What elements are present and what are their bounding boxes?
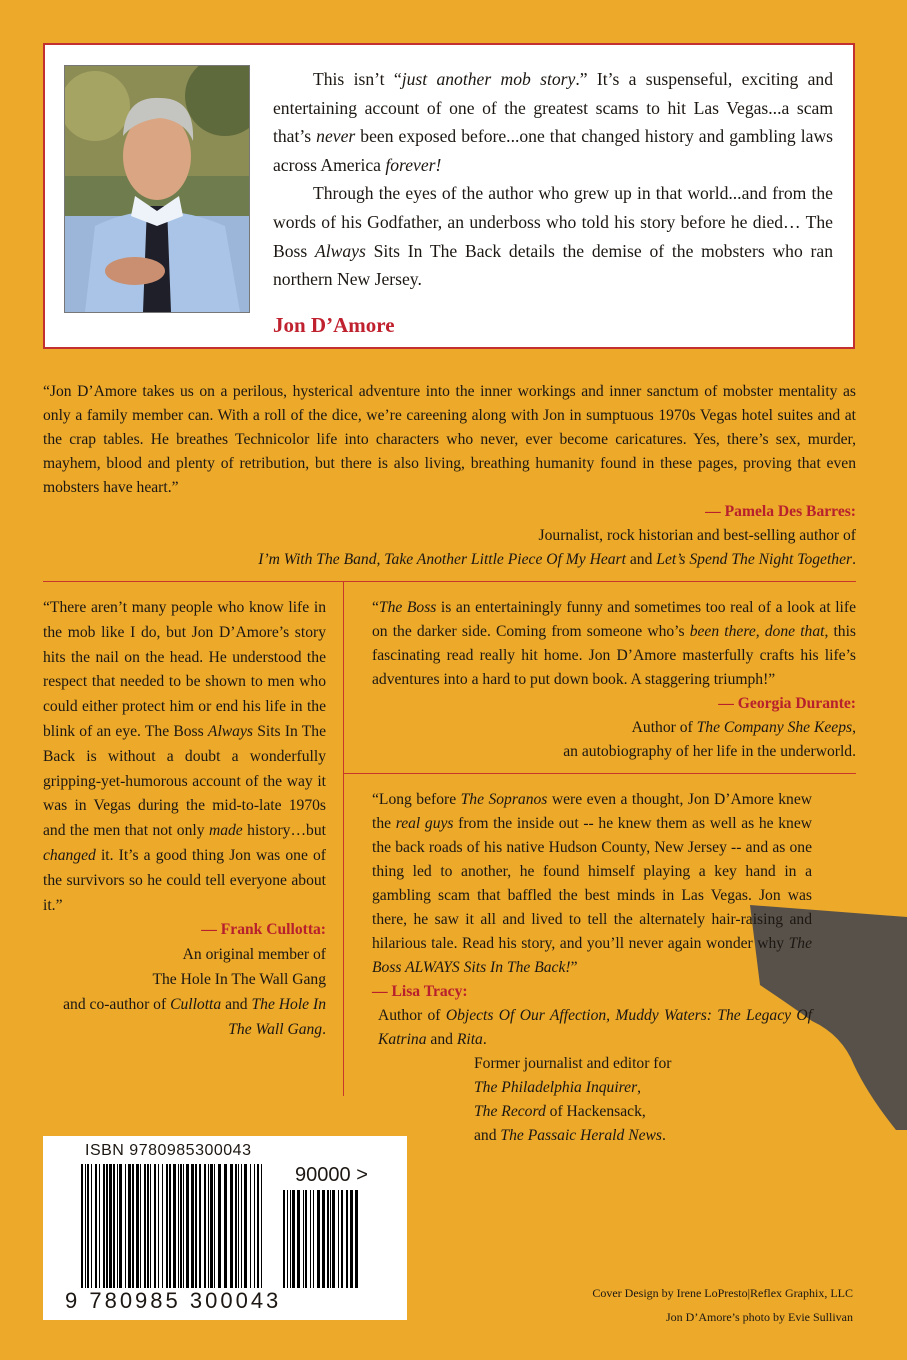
isbn-label: ISBN 9780985300043 [85, 1142, 252, 1159]
barcode-bar [117, 1164, 118, 1288]
barcode-bar [166, 1164, 168, 1288]
barcode-bar [208, 1164, 209, 1288]
barcode-bar [183, 1164, 184, 1288]
barcode-bar [180, 1164, 182, 1288]
barcode-bar [113, 1164, 115, 1288]
barcode-bar [297, 1190, 300, 1288]
quote-attribution: — Lisa Tracy: [372, 983, 468, 1000]
barcode-bar [147, 1164, 149, 1288]
barcode-bar [173, 1164, 176, 1288]
barcode-bar [214, 1164, 215, 1288]
quote-attribution: — Frank Cullotta: [201, 921, 326, 939]
barcode-bar [162, 1164, 163, 1288]
quote-pamela: “Jon D’Amore takes us on a perilous, hysterical adventure into the inner workings and inner sanctum of mobster mentality as only a family member can. With a roll of the dice, we’re careening along with Jon in sumptuous 1970s Vegas hotel suites and at the crap tables. He breathes Technicolor life into characters who never, ever become caricatures. Yes, there’s sex, murder, mayhem, blood and plenty of retribution, but there is also living, breathing humanity found in these pages, proving that even mobsters have heart.” — Pamela Des Barres: Journalist, rock historian and best-selling author of I’m With The Band, Take Another Little Piece Of My Heart and Let’s Spend The Night Together. [43, 383, 856, 568]
photo-credit: Jon D’Amore’s photo by Evie Sullivan [666, 1310, 853, 1324]
barcode-bar [338, 1190, 339, 1288]
barcode-bar [290, 1190, 291, 1288]
barcode-bar [287, 1190, 288, 1288]
barcode-bar [191, 1164, 194, 1288]
barcode-bar [95, 1164, 97, 1288]
barcode-bar [119, 1164, 122, 1288]
quote-attribution: — Georgia Durante: [718, 695, 856, 712]
barcode-bar [87, 1164, 89, 1288]
barcode-bar [224, 1164, 227, 1288]
barcode-bar [350, 1190, 353, 1288]
barcode-bar [210, 1164, 213, 1288]
barcode-bar [261, 1164, 262, 1288]
divider [343, 581, 344, 1096]
barcode-addon-bars [283, 1190, 361, 1288]
barcode-bar [144, 1164, 146, 1288]
barcode-bar [132, 1164, 134, 1288]
barcode-bar [85, 1164, 86, 1288]
author-name: Jon D’Amore [273, 313, 395, 337]
quote-frank: “There aren’t many people who know life in the mob like I do, but Jon D’Amore’s story hits the nail on the head. He understood the respect that needed to be shown to men who could either protect him or end his life in the blink of an eye. The Boss Always Sits In The Back is without a doubt a wonderfully gripping-yet-humorous account of the way it was in Vegas during the mid-to-late 1970s and the men that not only made history…but changed it. It’s a good thing Jon was one of the survivors so he could tell everyone about it.” — Frank Cullotta: An original member of The Hole In The Wall Gang and co-author of Cullotta and The Hole In The Wall Gang. [43, 599, 326, 1038]
author-photo [64, 65, 250, 313]
barcode-bar [313, 1190, 314, 1288]
barcode-bars [81, 1164, 267, 1288]
barcode-bar [158, 1164, 159, 1288]
barcode-bar [106, 1164, 108, 1288]
barcode-bar [322, 1190, 325, 1288]
barcode-bar [204, 1164, 206, 1288]
barcode-bar [317, 1190, 320, 1288]
barcode-bar [103, 1164, 105, 1288]
barcode-bar [199, 1164, 201, 1288]
intro-text: This isn’t “just another mob story.” It’s a suspenseful, exciting and entertaining account of one of the greatest scams to hit Las Vegas...a scam that’s never been exposed before...one that changed history and gambling laws across America forever! Through the eyes of the author who grew up in that world...and from the words of his Godfather, an underboss who told his story before he died… The Boss Always Sits In The Back details the demise of the mobsters who ran northern New Jersey. [273, 69, 833, 290]
barcode-bar [346, 1190, 348, 1288]
barcode-bar [218, 1164, 221, 1288]
barcode-bar [91, 1164, 92, 1288]
barcode-bar [241, 1164, 242, 1288]
barcode-bar [355, 1190, 358, 1288]
quote-lisa: “Long before The Sopranos were even a thought, Jon D’Amore knew the real guys from the inside out -- he knew them as well as he knew the back roads of his native Hudson County, New Jersey -- and as one thing led to another, he found himself playing a key hand in a gambling scam that baffled the best minds in Las Vegas. Jon was there, he saw it all and lived to tell the alternately hair-raising and hilarious tale. Read his story, and you’ll never again wonder why The Boss ALWAYS Sits In The Back!” — Lisa Tracy: Author of Objects Of Our Affection, Muddy Waters: The Legacy Of Katrina and Rita. Former journalist and editor for The Philadelphia Inquirer, The Record of Hackensack, and The Passaic Herald News. [372, 791, 812, 1144]
barcode-bar [136, 1164, 139, 1288]
barcode-digits: 9 780985 300043 [65, 1288, 282, 1313]
cover-design-credit: Cover Design by Irene LoPresto|Reflex Graphix, LLC [592, 1286, 853, 1300]
barcode-bar [305, 1190, 307, 1288]
barcode-bar [109, 1164, 112, 1288]
barcode-bar [332, 1190, 335, 1288]
barcode-bar [330, 1190, 331, 1288]
barcode-bar [257, 1164, 259, 1288]
barcode-bar [128, 1164, 131, 1288]
barcode-bar [81, 1164, 83, 1288]
barcode-bar [186, 1164, 189, 1288]
quote-georgia: “The Boss is an entertainingly funny and sometimes too real of a look at life on the darker side. Coming from someone who’s been there, done that, this fascinating read really hit home. Jon D’Amore masterfully crafts his life’s adventures into a hard to put down book. A staggering triumph!” — Georgia Durante: Author of The Company She Keeps, an autobiography of her life in the underworld. [372, 599, 857, 760]
barcode-bar [195, 1164, 197, 1288]
barcode-bar [244, 1164, 247, 1288]
barcode-bar [254, 1164, 255, 1288]
barcode-bar [238, 1164, 239, 1288]
divider [43, 581, 856, 582]
barcode-bar [327, 1190, 329, 1288]
quote-attribution: — Pamela Des Barres: [705, 503, 856, 520]
barcode-bar [169, 1164, 171, 1288]
barcode-bar [303, 1190, 304, 1288]
barcode-bar [140, 1164, 141, 1288]
barcode-bar [283, 1190, 285, 1288]
price-code: 90000 > [295, 1164, 368, 1186]
divider [344, 773, 856, 774]
barcode-bar [235, 1164, 237, 1288]
author-intro-box [43, 43, 855, 349]
barcode [43, 1136, 407, 1320]
barcode-bar [125, 1164, 126, 1288]
barcode-bar [310, 1190, 311, 1288]
barcode-bar [99, 1164, 100, 1288]
barcode-bar [154, 1164, 156, 1288]
barcode-bar [292, 1190, 295, 1288]
barcode-bar [150, 1164, 151, 1288]
credits [592, 1284, 853, 1326]
barcode-bar [341, 1190, 343, 1288]
barcode-bar [230, 1164, 233, 1288]
barcode-bar [250, 1164, 251, 1288]
barcode-bar [178, 1164, 179, 1288]
